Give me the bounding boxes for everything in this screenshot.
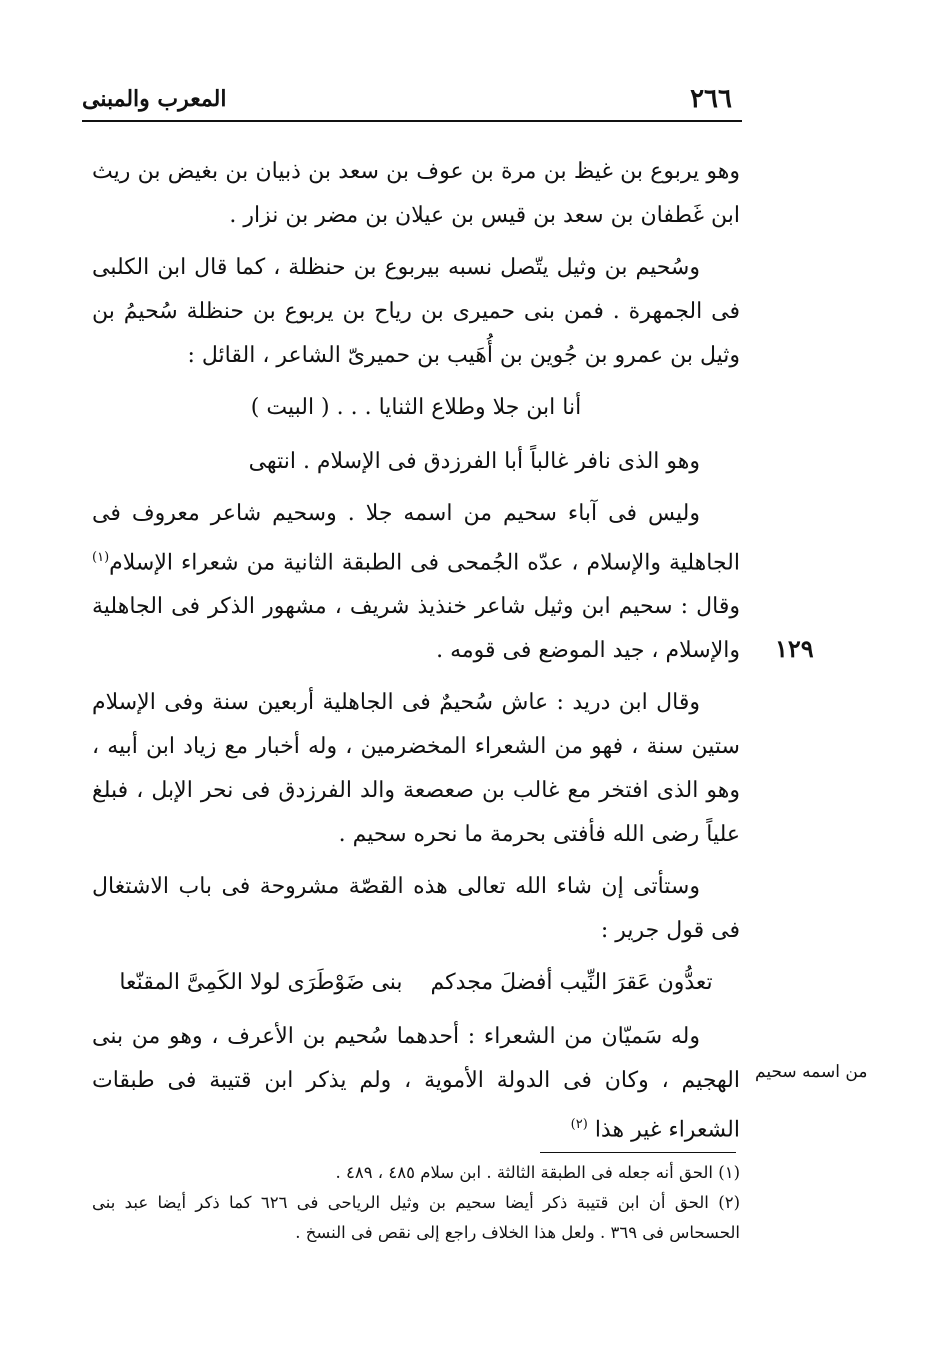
main-text [92,150,740,1161]
margin-page-number: ١٢٩ [775,634,814,663]
paragraph-4-text: وليس فى آباء سحيم من اسمه جلا . وسحيم شاعر معروف فى الجاهلية والإسلام ، عدّه الجُمحى فى الطبقة الثانية من شعراء الإسلام [92,501,740,576]
paragraph-3: وهو الذى نافر غالباً أبا الفرزدق فى الإسلام . انتهى [248,449,700,474]
header-rule [82,120,742,122]
paragraph-1: وهو يربوع بن غيظ بن مرة بن عوف بن سعد بن ذبيان بن بغيض بن ريث ابن غَطفان بن سعد بن قيس بن عيلان بن مضر بن نزار . [92,159,740,228]
paragraph-6: وستأتى إن شاء الله تعالى هذه القصّة مشروحة فى باب الاشتغال فى قول جرير : [92,874,740,944]
footnote-1: (١) الحق أنه جعله فى الطبقة الثالثة . ابن سلام ٤٨٥ ، ٤٨٩ . [335,1163,740,1182]
running-title: المعرب والمبنى [82,86,227,112]
footnotes [92,1158,740,1248]
paragraph-4 [92,492,740,673]
paragraph-2: وسُحيم بن وثيل يتّصل نسبه بيربوع بن حنظلة ، كما قال ابن الكلبى فى الجمهرة . فمن بنى حميرى بن رياح بن يربوع بن حنظلة سُحيمُ بن وثيل بن عمرو بن جُوين بن أُهَيب بن حميرىّ الشاعر ، القائل : [92,255,740,368]
paragraph-4-text-cont: وقال : سحيم ابن وثيل شاعر خنذيذ شريف ، مشهور الذكر فى الجاهلية والإسلام ، جيد الموضع فى قومه . [92,594,740,664]
verse-1: أنا ابن جلا وطلاع الثنايا . . . ( البيت ) [250,395,582,420]
verse-2: تعدُّون عَقرَ النِّيب أفضلَ مجدكم بنى ضَوْطَرَى لولا الكَمِىَّ المقنّعا [119,970,713,996]
paragraph-5: وقال ابن دريد : عاش سُحيمٌ فى الجاهلية أربعين سنة وفى الإسلام ستين سنة ، فهو من الشعراء المخضرمين ، وله أخبار مع زياد ابن أبيه ، وهو الذى افتخر مع غالب بن صعصعة والد الفرزدق فى نحر الإبل ، فبلغ علياً رضى الله فأفتى بحرمة ما نحره سحيم . [92,690,740,848]
footnote-ref-2: (٢) [570,1117,588,1133]
page-header [82,82,742,118]
footnote-ref-1: (١) [92,550,110,565]
page-number: ٢٦٦ [690,84,732,114]
margin-note: من اسمه سحيم [755,1062,868,1082]
paragraph-7-text: وله سَميّان من الشعراء : أحدهما سُحيم بن الأعرف ، وهو من بنى الهجيم ، وكان فى الدولة الأموية ، ولم يذكر ابن قتيبة فى طبقات الشعراء غير هذا [92,1024,740,1143]
footnote-rule [540,1152,736,1153]
footnote-2: (٢) الحق أن ابن قتيبة ذكر أيضا سحيم بن وثيل الرياحى فى ٦٢٦ كما ذكر أيضا عبد بنى الحسحاس فى ٣٦٩ . ولعل هذا الخلاف راجع إلى نقص فى النسخ . [92,1193,740,1242]
paragraph-7 [92,1015,740,1152]
